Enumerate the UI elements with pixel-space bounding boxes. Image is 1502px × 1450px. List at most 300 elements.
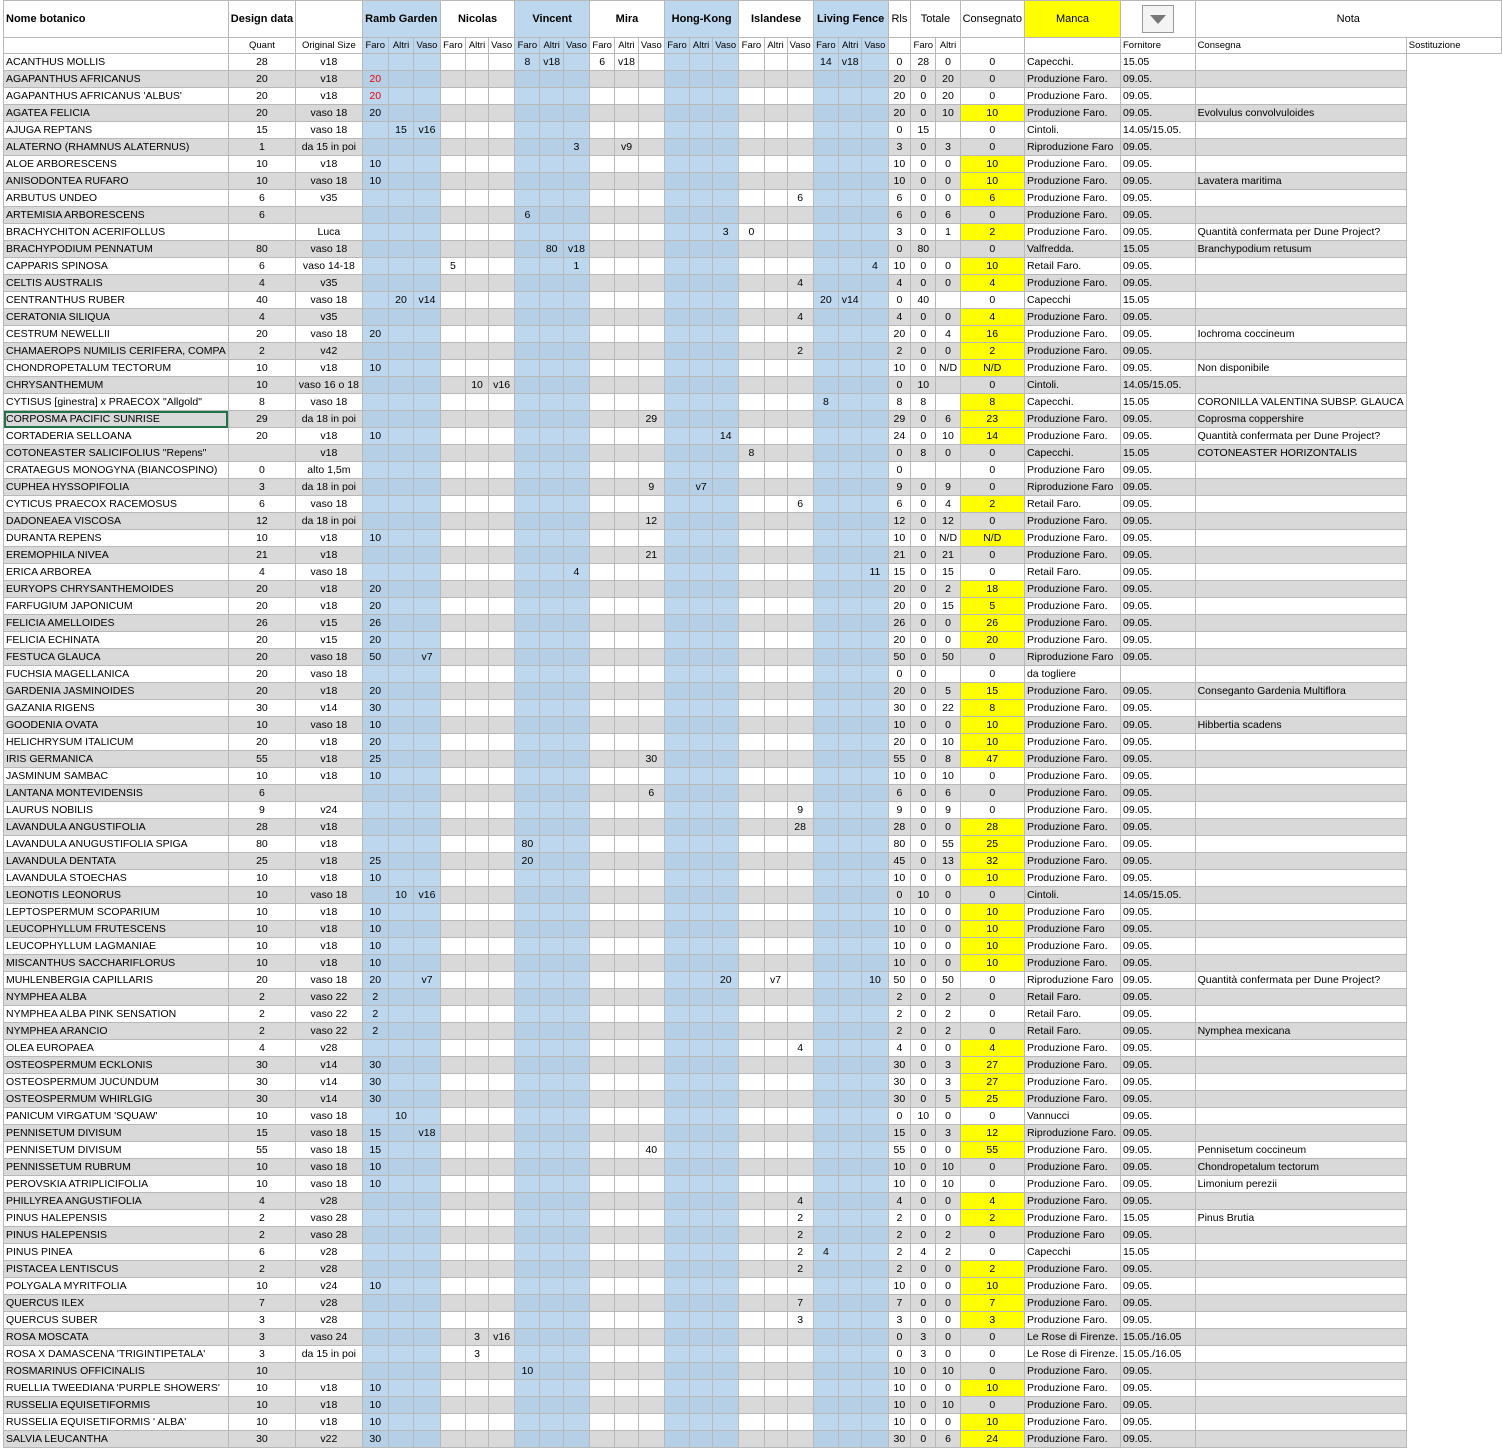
table-cell[interactable]: 0 (911, 615, 936, 632)
table-cell[interactable] (713, 1363, 739, 1380)
table-cell[interactable] (540, 479, 563, 496)
table-cell[interactable] (690, 156, 713, 173)
table-cell[interactable] (540, 1431, 563, 1448)
table-cell[interactable] (739, 1193, 764, 1210)
table-cell[interactable] (764, 1091, 787, 1108)
table-cell[interactable] (228, 224, 295, 241)
table-cell[interactable] (414, 496, 441, 513)
table-cell[interactable] (414, 156, 441, 173)
table-cell[interactable]: 20 (362, 88, 388, 105)
table-cell[interactable] (540, 496, 563, 513)
table-cell[interactable]: vaso 18 (296, 326, 363, 343)
table-cell[interactable] (690, 530, 713, 547)
table-cell[interactable] (489, 1261, 515, 1278)
table-cell[interactable] (515, 513, 540, 530)
table-cell[interactable] (838, 1346, 861, 1363)
table-cell[interactable]: vaso 18 (296, 564, 363, 581)
table-cell[interactable] (388, 632, 413, 649)
table-cell[interactable] (1195, 71, 1406, 88)
table-cell[interactable] (515, 105, 540, 122)
table-cell[interactable] (414, 1091, 441, 1108)
table-cell[interactable] (440, 734, 465, 751)
table-cell[interactable]: 10 (362, 530, 388, 547)
table-cell[interactable] (739, 207, 764, 224)
table-cell[interactable]: 4 (911, 1244, 936, 1261)
table-cell[interactable] (615, 258, 638, 275)
table-cell[interactable] (414, 802, 441, 819)
table-cell[interactable]: 27 (960, 1057, 1024, 1074)
table-cell[interactable]: Luca (296, 224, 363, 241)
cell-nome-botanico[interactable]: LEUCOPHYLLUM FRUTESCENS (4, 921, 229, 938)
table-cell[interactable] (388, 972, 413, 989)
table-cell[interactable] (540, 938, 563, 955)
table-cell[interactable]: 10 (228, 360, 295, 377)
sub-altri[interactable]: Altri (764, 38, 787, 54)
table-cell[interactable] (739, 428, 764, 445)
table-cell[interactable] (440, 598, 465, 615)
table-cell[interactable]: 09.05. (1120, 530, 1195, 547)
table-cell[interactable] (787, 1142, 813, 1159)
table-cell[interactable] (489, 666, 515, 683)
table-cell[interactable]: 0 (936, 1210, 960, 1227)
table-cell[interactable] (540, 564, 563, 581)
table-cell[interactable] (466, 785, 489, 802)
table-cell[interactable]: 3 (228, 1346, 295, 1363)
table-cell[interactable] (1195, 88, 1406, 105)
table-cell[interactable] (739, 292, 764, 309)
header-group-islandese[interactable]: Islandese (739, 1, 813, 38)
table-cell[interactable]: v16 (489, 1329, 515, 1346)
table-cell[interactable] (838, 649, 861, 666)
table-cell[interactable] (664, 904, 689, 921)
table-cell[interactable] (638, 683, 664, 700)
table-cell[interactable]: 0 (911, 751, 936, 768)
table-cell[interactable] (1195, 785, 1406, 802)
sub-altri[interactable]: Altri (466, 38, 489, 54)
table-cell[interactable] (615, 1006, 638, 1023)
table-cell[interactable]: 2 (787, 1261, 813, 1278)
table-cell[interactable]: 0 (911, 530, 936, 547)
table-cell[interactable]: 10 (888, 1397, 911, 1414)
table-cell[interactable] (739, 1397, 764, 1414)
table-cell[interactable] (590, 1380, 615, 1397)
table-cell[interactable] (787, 785, 813, 802)
table-cell[interactable] (862, 1210, 888, 1227)
table-cell[interactable] (362, 1363, 388, 1380)
table-cell[interactable] (563, 598, 589, 615)
table-cell[interactable] (813, 717, 838, 734)
table-cell[interactable] (388, 156, 413, 173)
table-cell[interactable] (515, 479, 540, 496)
table-cell[interactable] (739, 1329, 764, 1346)
table-cell[interactable] (739, 309, 764, 326)
table-cell[interactable] (813, 1040, 838, 1057)
table-cell[interactable]: 2 (960, 1261, 1024, 1278)
table-cell[interactable] (690, 275, 713, 292)
table-cell[interactable] (862, 1346, 888, 1363)
table-cell[interactable]: 09.05. (1120, 870, 1195, 887)
table-cell[interactable]: CORONILLA VALENTINA SUBSP. GLAUCA (1195, 394, 1406, 411)
table-cell[interactable] (862, 1108, 888, 1125)
table-cell[interactable] (362, 479, 388, 496)
table-cell[interactable] (862, 1125, 888, 1142)
table-cell[interactable]: v18 (296, 768, 363, 785)
table-cell[interactable]: 40 (228, 292, 295, 309)
table-cell[interactable] (862, 173, 888, 190)
table-cell[interactable] (540, 1040, 563, 1057)
table-cell[interactable]: 09.05. (1120, 71, 1195, 88)
table-cell[interactable] (638, 292, 664, 309)
table-cell[interactable] (563, 105, 589, 122)
table-cell[interactable]: 2 (936, 989, 960, 1006)
table-cell[interactable]: 2 (888, 1244, 911, 1261)
table-cell[interactable] (489, 1312, 515, 1329)
table-cell[interactable] (713, 649, 739, 666)
table-cell[interactable] (787, 224, 813, 241)
table-cell[interactable]: vaso 18 (296, 887, 363, 904)
table-cell[interactable]: 09.05. (1120, 513, 1195, 530)
table-cell[interactable] (862, 870, 888, 887)
table-cell[interactable] (515, 717, 540, 734)
table-cell[interactable] (515, 547, 540, 564)
table-cell[interactable]: 10 (888, 258, 911, 275)
table-cell[interactable] (739, 615, 764, 632)
table-cell[interactable] (440, 1006, 465, 1023)
table-cell[interactable] (739, 1176, 764, 1193)
table-cell[interactable] (862, 581, 888, 598)
sub-faro[interactable]: Faro (590, 38, 615, 54)
table-cell[interactable]: 09.05. (1120, 275, 1195, 292)
table-cell[interactable] (466, 1074, 489, 1091)
table-cell[interactable]: 09.05. (1120, 547, 1195, 564)
table-cell[interactable] (690, 1057, 713, 1074)
table-cell[interactable] (690, 258, 713, 275)
table-cell[interactable] (813, 972, 838, 989)
table-cell[interactable] (489, 224, 515, 241)
table-cell[interactable] (515, 122, 540, 139)
table-cell[interactable]: Produzione Faro. (1024, 1363, 1120, 1380)
table-cell[interactable] (540, 275, 563, 292)
table-cell[interactable] (590, 615, 615, 632)
table-cell[interactable] (590, 1244, 615, 1261)
table-cell[interactable] (440, 1397, 465, 1414)
table-cell[interactable] (1195, 1040, 1406, 1057)
table-cell[interactable]: 09.05. (1120, 1261, 1195, 1278)
table-cell[interactable] (664, 1159, 689, 1176)
table-cell[interactable] (664, 292, 689, 309)
table-cell[interactable] (615, 1363, 638, 1380)
cell-nome-botanico[interactable]: AGAPANTHUS AFRICANUS (4, 71, 229, 88)
table-cell[interactable] (388, 360, 413, 377)
cell-nome-botanico[interactable]: AGAPANTHUS AFRICANUS 'ALBUS' (4, 88, 229, 105)
table-cell[interactable]: 3 (713, 224, 739, 241)
table-cell[interactable] (466, 989, 489, 1006)
table-cell[interactable] (362, 836, 388, 853)
sub-altri[interactable]: Altri (388, 38, 413, 54)
table-cell[interactable] (362, 1108, 388, 1125)
table-cell[interactable] (466, 428, 489, 445)
table-cell[interactable]: 0 (888, 445, 911, 462)
table-cell[interactable] (713, 1346, 739, 1363)
table-cell[interactable]: 4 (936, 326, 960, 343)
table-cell[interactable]: 25 (362, 751, 388, 768)
table-cell[interactable]: 0 (960, 71, 1024, 88)
table-cell[interactable]: v7 (414, 649, 441, 666)
table-cell[interactable]: 2 (960, 224, 1024, 241)
table-cell[interactable] (638, 870, 664, 887)
table-cell[interactable] (764, 1346, 787, 1363)
table-cell[interactable] (228, 445, 295, 462)
table-cell[interactable] (540, 1278, 563, 1295)
table-cell[interactable]: Produzione Faro. (1024, 853, 1120, 870)
table-cell[interactable] (540, 819, 563, 836)
table-cell[interactable] (362, 496, 388, 513)
table-cell[interactable] (664, 394, 689, 411)
table-cell[interactable] (713, 479, 739, 496)
table-cell[interactable] (466, 445, 489, 462)
table-cell[interactable] (838, 1108, 861, 1125)
table-cell[interactable] (787, 1125, 813, 1142)
table-cell[interactable] (515, 139, 540, 156)
table-cell[interactable] (615, 530, 638, 547)
table-cell[interactable] (787, 360, 813, 377)
table-cell[interactable] (414, 989, 441, 1006)
table-cell[interactable] (362, 666, 388, 683)
table-cell[interactable] (690, 1193, 713, 1210)
table-cell[interactable] (862, 1176, 888, 1193)
table-cell[interactable] (563, 921, 589, 938)
table-cell[interactable] (739, 564, 764, 581)
cell-nome-botanico[interactable]: CYTISUS [ginestra] x PRAECOX "Allgold" (4, 394, 229, 411)
table-cell[interactable] (862, 955, 888, 972)
table-cell[interactable]: 10 (388, 1108, 413, 1125)
table-cell[interactable] (713, 241, 739, 258)
table-cell[interactable] (690, 1210, 713, 1227)
cell-nome-botanico[interactable]: AJUGA REPTANS (4, 122, 229, 139)
table-cell[interactable] (489, 870, 515, 887)
table-cell[interactable]: 10 (515, 1363, 540, 1380)
table-cell[interactable] (489, 1057, 515, 1074)
table-cell[interactable]: 10 (362, 938, 388, 955)
cell-nome-botanico[interactable]: PINUS PINEA (4, 1244, 229, 1261)
table-cell[interactable] (515, 71, 540, 88)
table-cell[interactable] (739, 598, 764, 615)
cell-nome-botanico[interactable]: BRACHYPODIUM PENNATUM (4, 241, 229, 258)
table-cell[interactable]: 4 (862, 258, 888, 275)
table-cell[interactable]: 0 (936, 955, 960, 972)
table-cell[interactable] (713, 904, 739, 921)
table-cell[interactable] (540, 1329, 563, 1346)
table-cell[interactable]: 10 (888, 173, 911, 190)
table-cell[interactable]: Riproduzione Faro (1024, 139, 1120, 156)
table-cell[interactable] (590, 377, 615, 394)
table-cell[interactable]: v24 (296, 802, 363, 819)
table-cell[interactable] (739, 802, 764, 819)
table-cell[interactable] (590, 802, 615, 819)
table-cell[interactable] (388, 190, 413, 207)
header-rls[interactable]: Rls (888, 1, 911, 38)
sub-vaso[interactable]: Vaso (489, 38, 515, 54)
cell-nome-botanico[interactable]: ROSMARINUS OFFICINALIS (4, 1363, 229, 1380)
table-cell[interactable]: Produzione Faro (1024, 904, 1120, 921)
table-cell[interactable] (414, 71, 441, 88)
table-cell[interactable] (813, 768, 838, 785)
table-cell[interactable] (466, 224, 489, 241)
table-cell[interactable] (466, 1125, 489, 1142)
table-cell[interactable] (1195, 377, 1406, 394)
table-cell[interactable] (664, 717, 689, 734)
table-cell[interactable]: Coprosma coppershire (1195, 411, 1406, 428)
table-cell[interactable] (787, 1091, 813, 1108)
table-cell[interactable] (590, 564, 615, 581)
table-cell[interactable]: Produzione Faro. (1024, 870, 1120, 887)
table-cell[interactable]: 20 (936, 71, 960, 88)
table-cell[interactable]: 4 (787, 275, 813, 292)
table-cell[interactable]: 09.05. (1120, 224, 1195, 241)
table-cell[interactable] (862, 751, 888, 768)
table-cell[interactable]: 23 (960, 411, 1024, 428)
table-cell[interactable] (1195, 547, 1406, 564)
table-cell[interactable]: 0 (960, 564, 1024, 581)
table-cell[interactable] (414, 1397, 441, 1414)
table-cell[interactable] (1195, 1312, 1406, 1329)
table-cell[interactable] (764, 666, 787, 683)
table-cell[interactable] (466, 751, 489, 768)
table-cell[interactable] (540, 258, 563, 275)
table-cell[interactable]: 0 (960, 1346, 1024, 1363)
table-cell[interactable]: 4 (888, 1040, 911, 1057)
table-cell[interactable] (466, 1006, 489, 1023)
table-cell[interactable] (440, 700, 465, 717)
table-cell[interactable]: alto 1,5m (296, 462, 363, 479)
table-cell[interactable] (414, 513, 441, 530)
table-cell[interactable] (813, 649, 838, 666)
sub-vaso[interactable]: Vaso (414, 38, 441, 54)
table-cell[interactable] (540, 1142, 563, 1159)
table-cell[interactable] (466, 1193, 489, 1210)
table-cell[interactable] (563, 1176, 589, 1193)
table-cell[interactable] (690, 734, 713, 751)
cell-nome-botanico[interactable]: LANTANA MONTEVIDENSIS (4, 785, 229, 802)
table-cell[interactable] (540, 224, 563, 241)
table-cell[interactable] (764, 938, 787, 955)
table-cell[interactable] (690, 1363, 713, 1380)
table-cell[interactable] (638, 564, 664, 581)
table-cell[interactable] (638, 530, 664, 547)
table-cell[interactable] (739, 1312, 764, 1329)
table-cell[interactable] (638, 938, 664, 955)
table-cell[interactable]: 0 (960, 1006, 1024, 1023)
table-cell[interactable]: 0 (911, 1380, 936, 1397)
table-cell[interactable] (690, 1380, 713, 1397)
table-cell[interactable]: 55 (936, 836, 960, 853)
table-cell[interactable] (862, 717, 888, 734)
table-cell[interactable] (489, 241, 515, 258)
table-cell[interactable] (388, 581, 413, 598)
table-cell[interactable] (787, 122, 813, 139)
table-cell[interactable] (590, 258, 615, 275)
table-cell[interactable] (838, 972, 861, 989)
table-cell[interactable] (515, 445, 540, 462)
table-cell[interactable]: 10 (888, 870, 911, 887)
table-cell[interactable] (664, 802, 689, 819)
table-cell[interactable]: v28 (296, 1261, 363, 1278)
table-cell[interactable]: 4 (228, 275, 295, 292)
table-cell[interactable] (862, 989, 888, 1006)
table-cell[interactable] (838, 1091, 861, 1108)
table-cell[interactable] (440, 377, 465, 394)
table-cell[interactable]: 10 (911, 1108, 936, 1125)
table-cell[interactable]: v18 (296, 54, 363, 71)
table-cell[interactable]: 0 (936, 1278, 960, 1295)
cell-nome-botanico[interactable]: FUCHSIA MAGELLANICA (4, 666, 229, 683)
table-cell[interactable] (466, 1108, 489, 1125)
table-cell[interactable] (739, 904, 764, 921)
table-cell[interactable] (739, 326, 764, 343)
table-cell[interactable] (787, 700, 813, 717)
table-cell[interactable] (838, 71, 861, 88)
table-cell[interactable] (813, 173, 838, 190)
table-cell[interactable]: 80 (515, 836, 540, 853)
table-cell[interactable] (787, 1006, 813, 1023)
table-cell[interactable]: 0 (960, 479, 1024, 496)
table-cell[interactable]: 10 (936, 768, 960, 785)
table-cell[interactable] (1195, 734, 1406, 751)
table-cell[interactable] (664, 1142, 689, 1159)
table-cell[interactable] (590, 598, 615, 615)
table-cell[interactable] (440, 173, 465, 190)
table-cell[interactable] (563, 1414, 589, 1431)
table-cell[interactable] (388, 1329, 413, 1346)
table-cell[interactable] (813, 836, 838, 853)
table-cell[interactable]: Chondropetalum tectorum (1195, 1159, 1406, 1176)
table-cell[interactable] (615, 394, 638, 411)
table-cell[interactable]: 80 (540, 241, 563, 258)
table-cell[interactable] (764, 1397, 787, 1414)
table-cell[interactable] (489, 513, 515, 530)
table-cell[interactable] (515, 1006, 540, 1023)
table-cell[interactable]: 2 (787, 343, 813, 360)
table-cell[interactable] (563, 360, 589, 377)
table-cell[interactable] (787, 564, 813, 581)
table-cell[interactable]: Quantità confermata per Dune Project? (1195, 224, 1406, 241)
table-cell[interactable] (540, 1193, 563, 1210)
table-cell[interactable]: 2 (228, 1227, 295, 1244)
table-cell[interactable]: 10 (888, 360, 911, 377)
table-cell[interactable]: 10 (888, 921, 911, 938)
table-cell[interactable] (590, 1278, 615, 1295)
table-cell[interactable] (813, 921, 838, 938)
table-cell[interactable] (862, 241, 888, 258)
table-cell[interactable] (515, 496, 540, 513)
table-cell[interactable] (414, 717, 441, 734)
table-cell[interactable]: 10 (960, 870, 1024, 887)
table-cell[interactable] (690, 241, 713, 258)
table-cell[interactable] (388, 1346, 413, 1363)
table-cell[interactable] (690, 921, 713, 938)
table-cell[interactable] (813, 343, 838, 360)
table-cell[interactable] (440, 972, 465, 989)
table-cell[interactable] (1195, 1414, 1406, 1431)
table-cell[interactable] (515, 649, 540, 666)
table-cell[interactable] (615, 955, 638, 972)
table-cell[interactable] (466, 717, 489, 734)
table-cell[interactable]: 20 (228, 666, 295, 683)
table-cell[interactable]: 09.05. (1120, 1278, 1195, 1295)
table-cell[interactable] (615, 1108, 638, 1125)
table-cell[interactable] (615, 904, 638, 921)
table-cell[interactable] (466, 54, 489, 71)
